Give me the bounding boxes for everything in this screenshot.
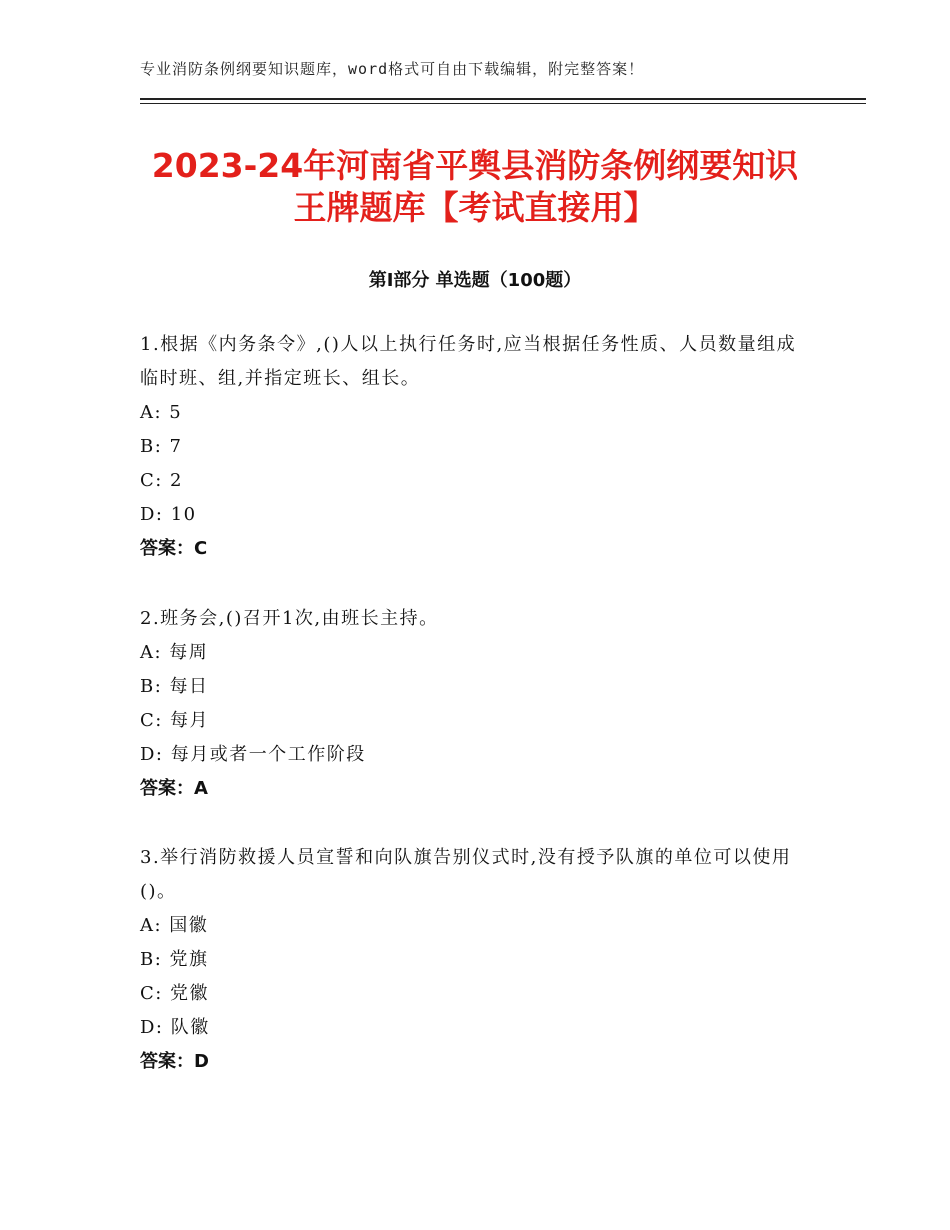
question-stem: 3.举行消防救援人员宣誓和向队旗告别仪式时,没有授予队旗的单位可以使用()。 — [140, 847, 792, 902]
answer-label: 答案：D — [140, 1051, 209, 1072]
title-line-1: 2023-24年河南省平舆县消防条例纲要知识 — [151, 146, 799, 185]
option-c: C: 每月 — [140, 710, 210, 731]
question-3 — [140, 841, 810, 1079]
question-stem: 1.根据《内务条令》,()人以上执行任务时,应当根据任务性质、人员数量组成临时班、组,并指定班长、组长。 — [140, 334, 797, 389]
option-c: C: 2 — [140, 470, 184, 491]
title-line-2: 王牌题库【考试直接用】 — [293, 188, 657, 227]
answer-label: 答案：C — [140, 538, 208, 559]
section-heading: 第Ⅰ部分 单选题（100题） — [368, 270, 582, 291]
header-rule-thin — [140, 103, 866, 104]
option-b: B: 7 — [140, 436, 183, 457]
option-d: D: 10 — [140, 504, 197, 525]
header-rule-thick — [140, 98, 866, 100]
option-a: A: 每周 — [140, 642, 209, 663]
document-title — [60, 145, 890, 229]
question-stem: 2.班务会,()召开1次,由班长主持。 — [140, 608, 439, 629]
question-2 — [140, 602, 810, 806]
option-c: C: 党徽 — [140, 983, 210, 1004]
option-a: A: 5 — [140, 402, 183, 423]
option-b: B: 每日 — [140, 676, 209, 697]
option-b: B: 党旗 — [140, 949, 209, 970]
question-1 — [140, 328, 810, 566]
answer-label: 答案：A — [140, 778, 208, 799]
option-d: D: 队徽 — [140, 1017, 210, 1038]
header-note: 专业消防条例纲要知识题库，word格式可自由下载编辑，附完整答案！ — [140, 60, 645, 78]
option-d: D: 每月或者一个工作阶段 — [140, 744, 366, 765]
option-a: A: 国徽 — [140, 915, 209, 936]
